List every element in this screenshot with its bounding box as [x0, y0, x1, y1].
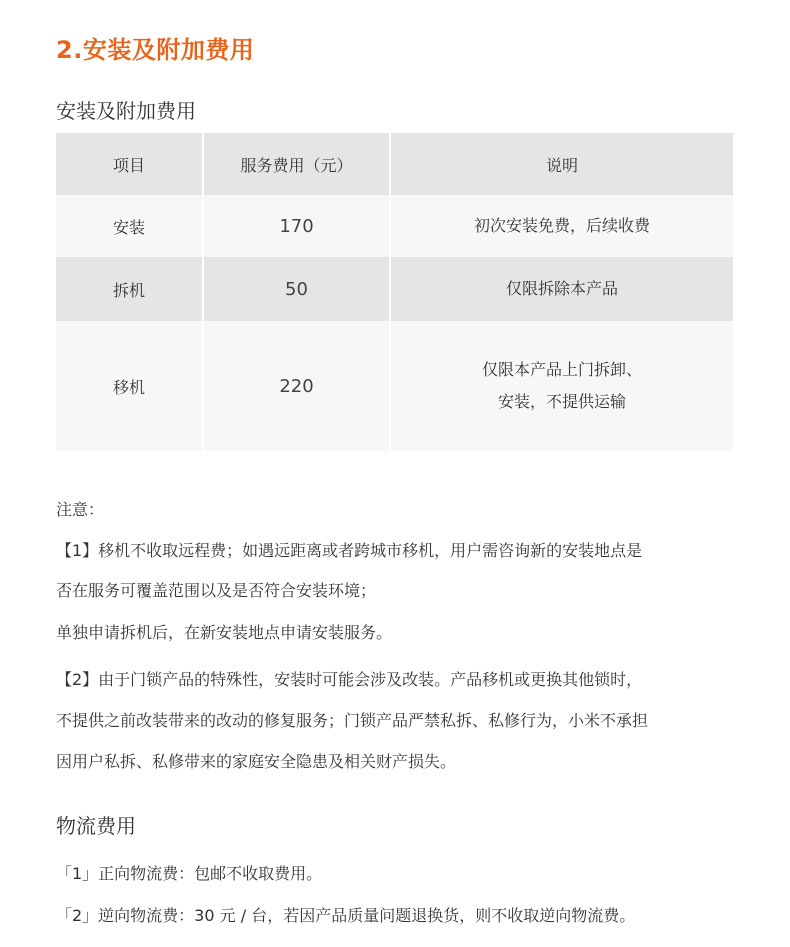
cell-description [390, 321, 733, 451]
description-line: 初次安装免费，后续收费 [473, 216, 650, 235]
section-title: 2.安装及附加费用 [56, 36, 255, 64]
logistics-line: 「1」正向物流费：包邮不收取费用。 [56, 864, 323, 883]
cell-description [390, 195, 733, 257]
logistics-title: 物流费用 [56, 814, 136, 838]
logistics-line: 「2」逆向物流费：30 元 / 台，若因产品质量问题退换货，则不收取逆向物流费。 [56, 906, 636, 925]
cell-item: 拆机 [56, 257, 203, 321]
note-line: 否在服务可覆盖范围以及是否符合安装环境； [56, 581, 377, 600]
cell-item: 移机 [56, 321, 203, 451]
note-line: 【2】由于门锁产品的特殊性，安装时可能会涉及改装。产品移机或更换其他锁时， [56, 670, 643, 689]
table-row [56, 195, 733, 257]
header-item: 项目 [56, 133, 203, 195]
note-line: 【1】移机不收取远程费；如遇远距离或者跨城市移机，用户需咨询新的安装地点是 [56, 541, 643, 560]
cell-fee: 50 [203, 257, 390, 321]
table-row [56, 257, 733, 321]
description-line: 仅限拆除本产品 [505, 279, 618, 298]
cell-fee: 220 [203, 321, 390, 451]
note-line: 不提供之前改装带来的改动的修复服务；门锁产品严禁私拆、私修行为，小米不承担 [56, 711, 649, 730]
description-line: 仅限本产品上门拆卸、 [481, 360, 642, 379]
note-line: 单独申请拆机后，在新安装地点申请安装服务。 [56, 623, 393, 642]
cell-fee: 170 [203, 195, 390, 257]
table-header-row [56, 133, 733, 195]
cell-description [390, 257, 733, 321]
cell-item: 安装 [56, 195, 203, 257]
note-line: 因用户私拆、私修带来的家庭安全隐患及相关财产损失。 [56, 752, 457, 771]
installation-fee-table [56, 133, 733, 451]
fee-table-title: 安装及附加费用 [56, 99, 196, 123]
notes-heading: 注意： [56, 500, 105, 519]
header-fee: 服务费用（元） [203, 133, 390, 195]
description-line: 安装，不提供运输 [497, 392, 626, 411]
header-description: 说明 [545, 155, 578, 175]
table-row [56, 321, 733, 451]
